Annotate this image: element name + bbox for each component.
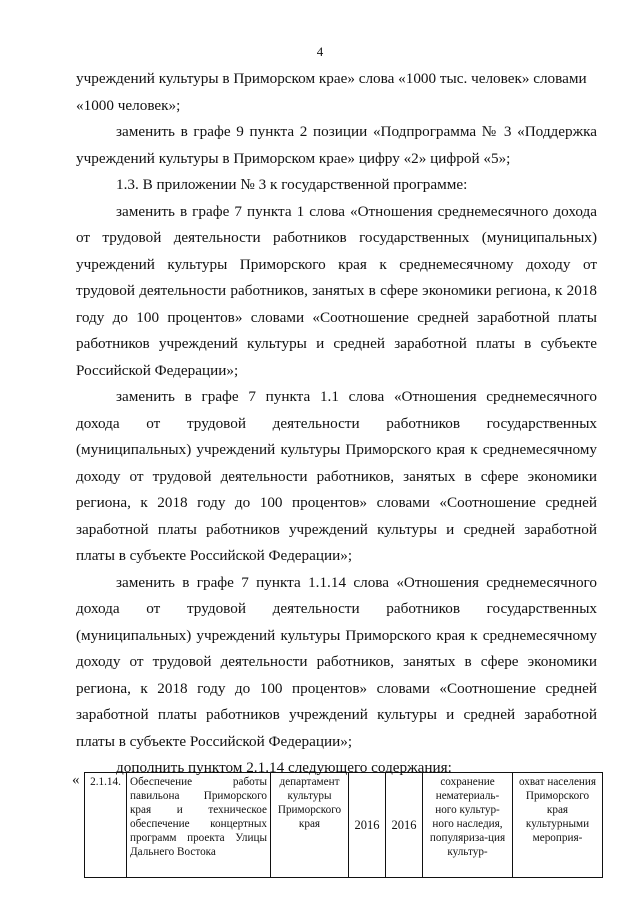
paragraph-4: заменить в графе 7 пункта 1 слова «Отношения среднемесячного дохода от трудовой деятельности работников государственных (муниципальных) учреждений культуры Приморского края к среднемесячному доходу от трудовой деятельности работников, занятых в сфере экономики региона, к 2018 году до 100 процентов» словами «Соотношение средней заработной платы работников учреждений культуры и средней заработной платы в субъекте Российской Федерации»; [76, 202, 597, 379]
cell-end-year: 2016 [386, 773, 423, 878]
paragraph-6: заменить в графе 7 пункта 1.1.14 слова «Отношения среднемесячного дохода от трудовой деятельности работников государственных (муниципальных) учреждений культуры Приморского края к среднемесячному доходу от трудовой деятельности работников, занятых в сфере экономики региона, к 2018 году до 100 процентов» словами «Соотношение средней заработной платы работников учреждений культуры и средней заработной платы в субъекте Российской Федерации»; [76, 573, 597, 750]
cell-start-year: 2016 [349, 773, 386, 878]
open-quote: « [72, 772, 80, 788]
page-number: 4 [316, 44, 324, 59]
cell-item-number: 2.1.14. [85, 773, 127, 878]
table-row [85, 773, 603, 878]
cell-executor: департамент культуры Приморского края [271, 773, 349, 878]
paragraph-5: заменить в графе 7 пункта 1.1 слова «Отношения среднемесячного дохода от трудовой деятельности работников государственных (муниципальных) учреждений культуры Приморского края к среднемесячному доходу от трудовой деятельности работников, занятых в сфере экономики региона, к 2018 году до 100 процентов» словами «Соотношение средней заработной платы работников учреждений культуры и средней заработной платы в субъекте Российской Федерации»; [76, 388, 597, 564]
paragraph-1: учреждений культуры в Приморском крае» слова «1000 тыс. человек» словами «1000 человек»; [76, 70, 587, 114]
paragraph-2: заменить в графе 9 пункта 2 позиции «Подпрограмма № 3 «Поддержка учреждений культуры в Приморском крае» цифру «2» цифрой «5»; [76, 123, 597, 167]
document-body [76, 66, 597, 782]
cell-expected-result: сохранение нематериаль-ного культур-ного наследия, популяриза-ция культур- [423, 773, 513, 878]
table [84, 772, 603, 878]
cell-indicator: охват населения Приморского края культурными мероприя- [513, 773, 603, 878]
paragraph-7: дополнить пунктом 2.1.14 следующего содержания: [116, 759, 452, 776]
paragraph-3: 1.3. В приложении № 3 к государственной программе: [116, 176, 468, 193]
cell-measure-name: Обеспечение работы павильона Приморского края и техническое обеспечение концертных программ проекта Улицы Дальнего Востока [127, 773, 271, 878]
